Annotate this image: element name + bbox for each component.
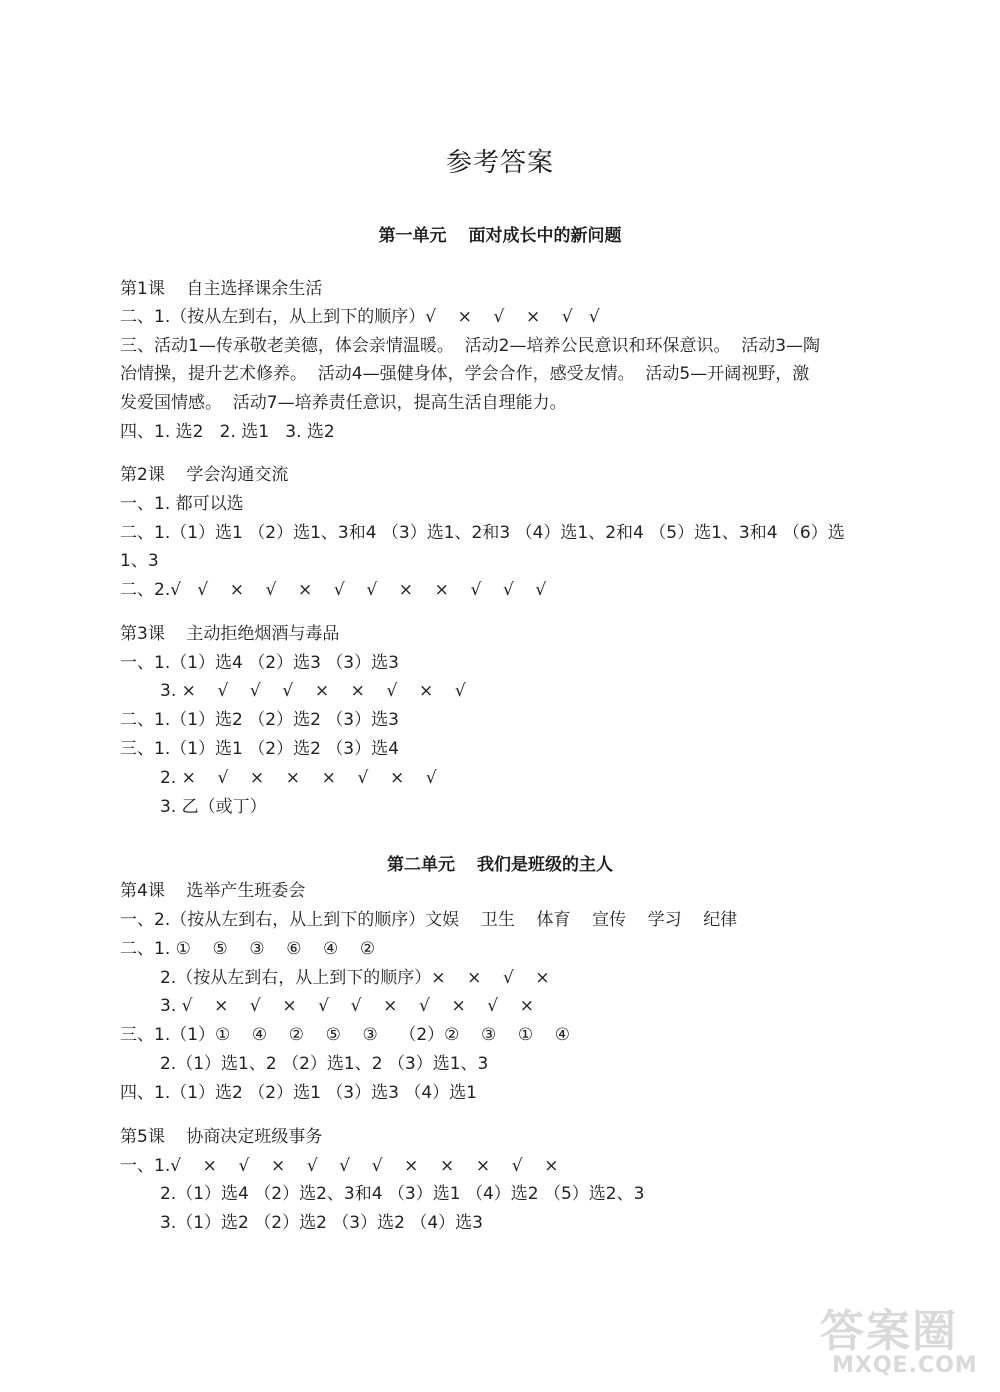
answer-line: 3. √ × √ × √ √ × √ × √ × (160, 996, 534, 1016)
answer-line: 四、1. 选2 2. 选1 3. 选2 (120, 422, 335, 442)
answer-line: 2.（1）选4 （2）选2、3和4 （3）选1 （4）选2 （5）选2、3 (160, 1184, 645, 1204)
unit-subtitle: 面对成长中的新问题 (468, 226, 622, 246)
answer-line: 发爱国情感。 活动7—培养责任意识，提高生活自理能力。 (120, 393, 567, 413)
answer-line: 3.（1）选2 （2）选2 （3）选2 （4）选3 (160, 1213, 483, 1233)
answer-line: 三、1.（1）① ④ ② ⑤ ③ （2）② ③ ① ④ (120, 1025, 570, 1045)
answer-line: 二、1.（1）选1 （2）选1、3和4 （3）选1、2和3 （4）选1、2和4 （5）选1、3和4 （6）选 (120, 523, 845, 543)
answer-line: 二、2.√ √ × √ × √ √ × × √ √ √ (120, 580, 547, 600)
page-title: 参考答案 (445, 148, 554, 178)
answer-line: 三、1.（1）选1 （2）选2 （3）选4 (120, 739, 399, 759)
answer-line: 冶情操，提升艺术修养。 活动4—强健身体，学会合作，感受友情。 活动5—开阔视野，激 (120, 364, 810, 384)
answer-line: 一、2.（按从左到右，从上到下的顺序）文娱 卫生 体育 宣传 学习 纪律 (120, 910, 738, 930)
answer-line: 1、3 (120, 551, 159, 571)
lesson-heading: 第4课 选举产生班委会 (120, 881, 306, 901)
answer-line: 一、1.（1）选4 （2）选3 （3）选3 (120, 653, 399, 673)
watermark-text: 答案圈 (820, 1306, 958, 1357)
unit-name: 第一单元 (378, 226, 447, 246)
lesson-heading: 第3课 主动拒绝烟酒与毒品 (120, 624, 340, 644)
answer-line: 3. × √ √ √ × × √ × √ (160, 681, 466, 701)
answer-line: 3. 乙（或丁） (160, 797, 267, 817)
watermark-url: MXQE.COM (832, 1353, 978, 1378)
answer-line: 四、1.（1）选2 （2）选1 （3）选3 （4）选1 (120, 1083, 477, 1103)
answer-line: 2.（按从左到右，从上到下的顺序）× × √ × (160, 968, 550, 988)
answer-line: 二、1.（按从左到右，从上到下的顺序）√ × √ × √ √ (120, 307, 600, 327)
unit-heading-2 (0, 850, 1000, 875)
answer-line: 三、活动1—传承敬老美德，体会亲情温暖。 活动2—培养公民意识和环保意识。 活动3—陶 (120, 336, 821, 356)
answer-line: 2.（1）选1、2 （2）选1、2 （3）选1、3 (160, 1054, 489, 1074)
unit-heading-1 (0, 221, 1000, 246)
answer-line: 一、1.√ × √ × √ √ √ × × × √ × (120, 1156, 559, 1176)
answer-line: 一、1. 都可以选 (120, 494, 244, 514)
lesson-heading: 第2课 学会沟通交流 (120, 465, 289, 485)
lesson-heading: 第1课 自主选择课余生活 (120, 279, 323, 299)
watermark-logo (820, 1295, 990, 1385)
answer-line: 二、1.（1）选2 （2）选2 （3）选3 (120, 710, 399, 730)
answer-line: 二、1. ① ⑤ ③ ⑥ ④ ② (120, 939, 376, 959)
answer-line: 2. × √ × × × √ × √ (160, 768, 437, 788)
unit-subtitle: 我们是班级的主人 (477, 855, 613, 875)
lesson-heading: 第5课 协商决定班级事务 (120, 1127, 323, 1147)
unit-name: 第二单元 (387, 855, 455, 875)
